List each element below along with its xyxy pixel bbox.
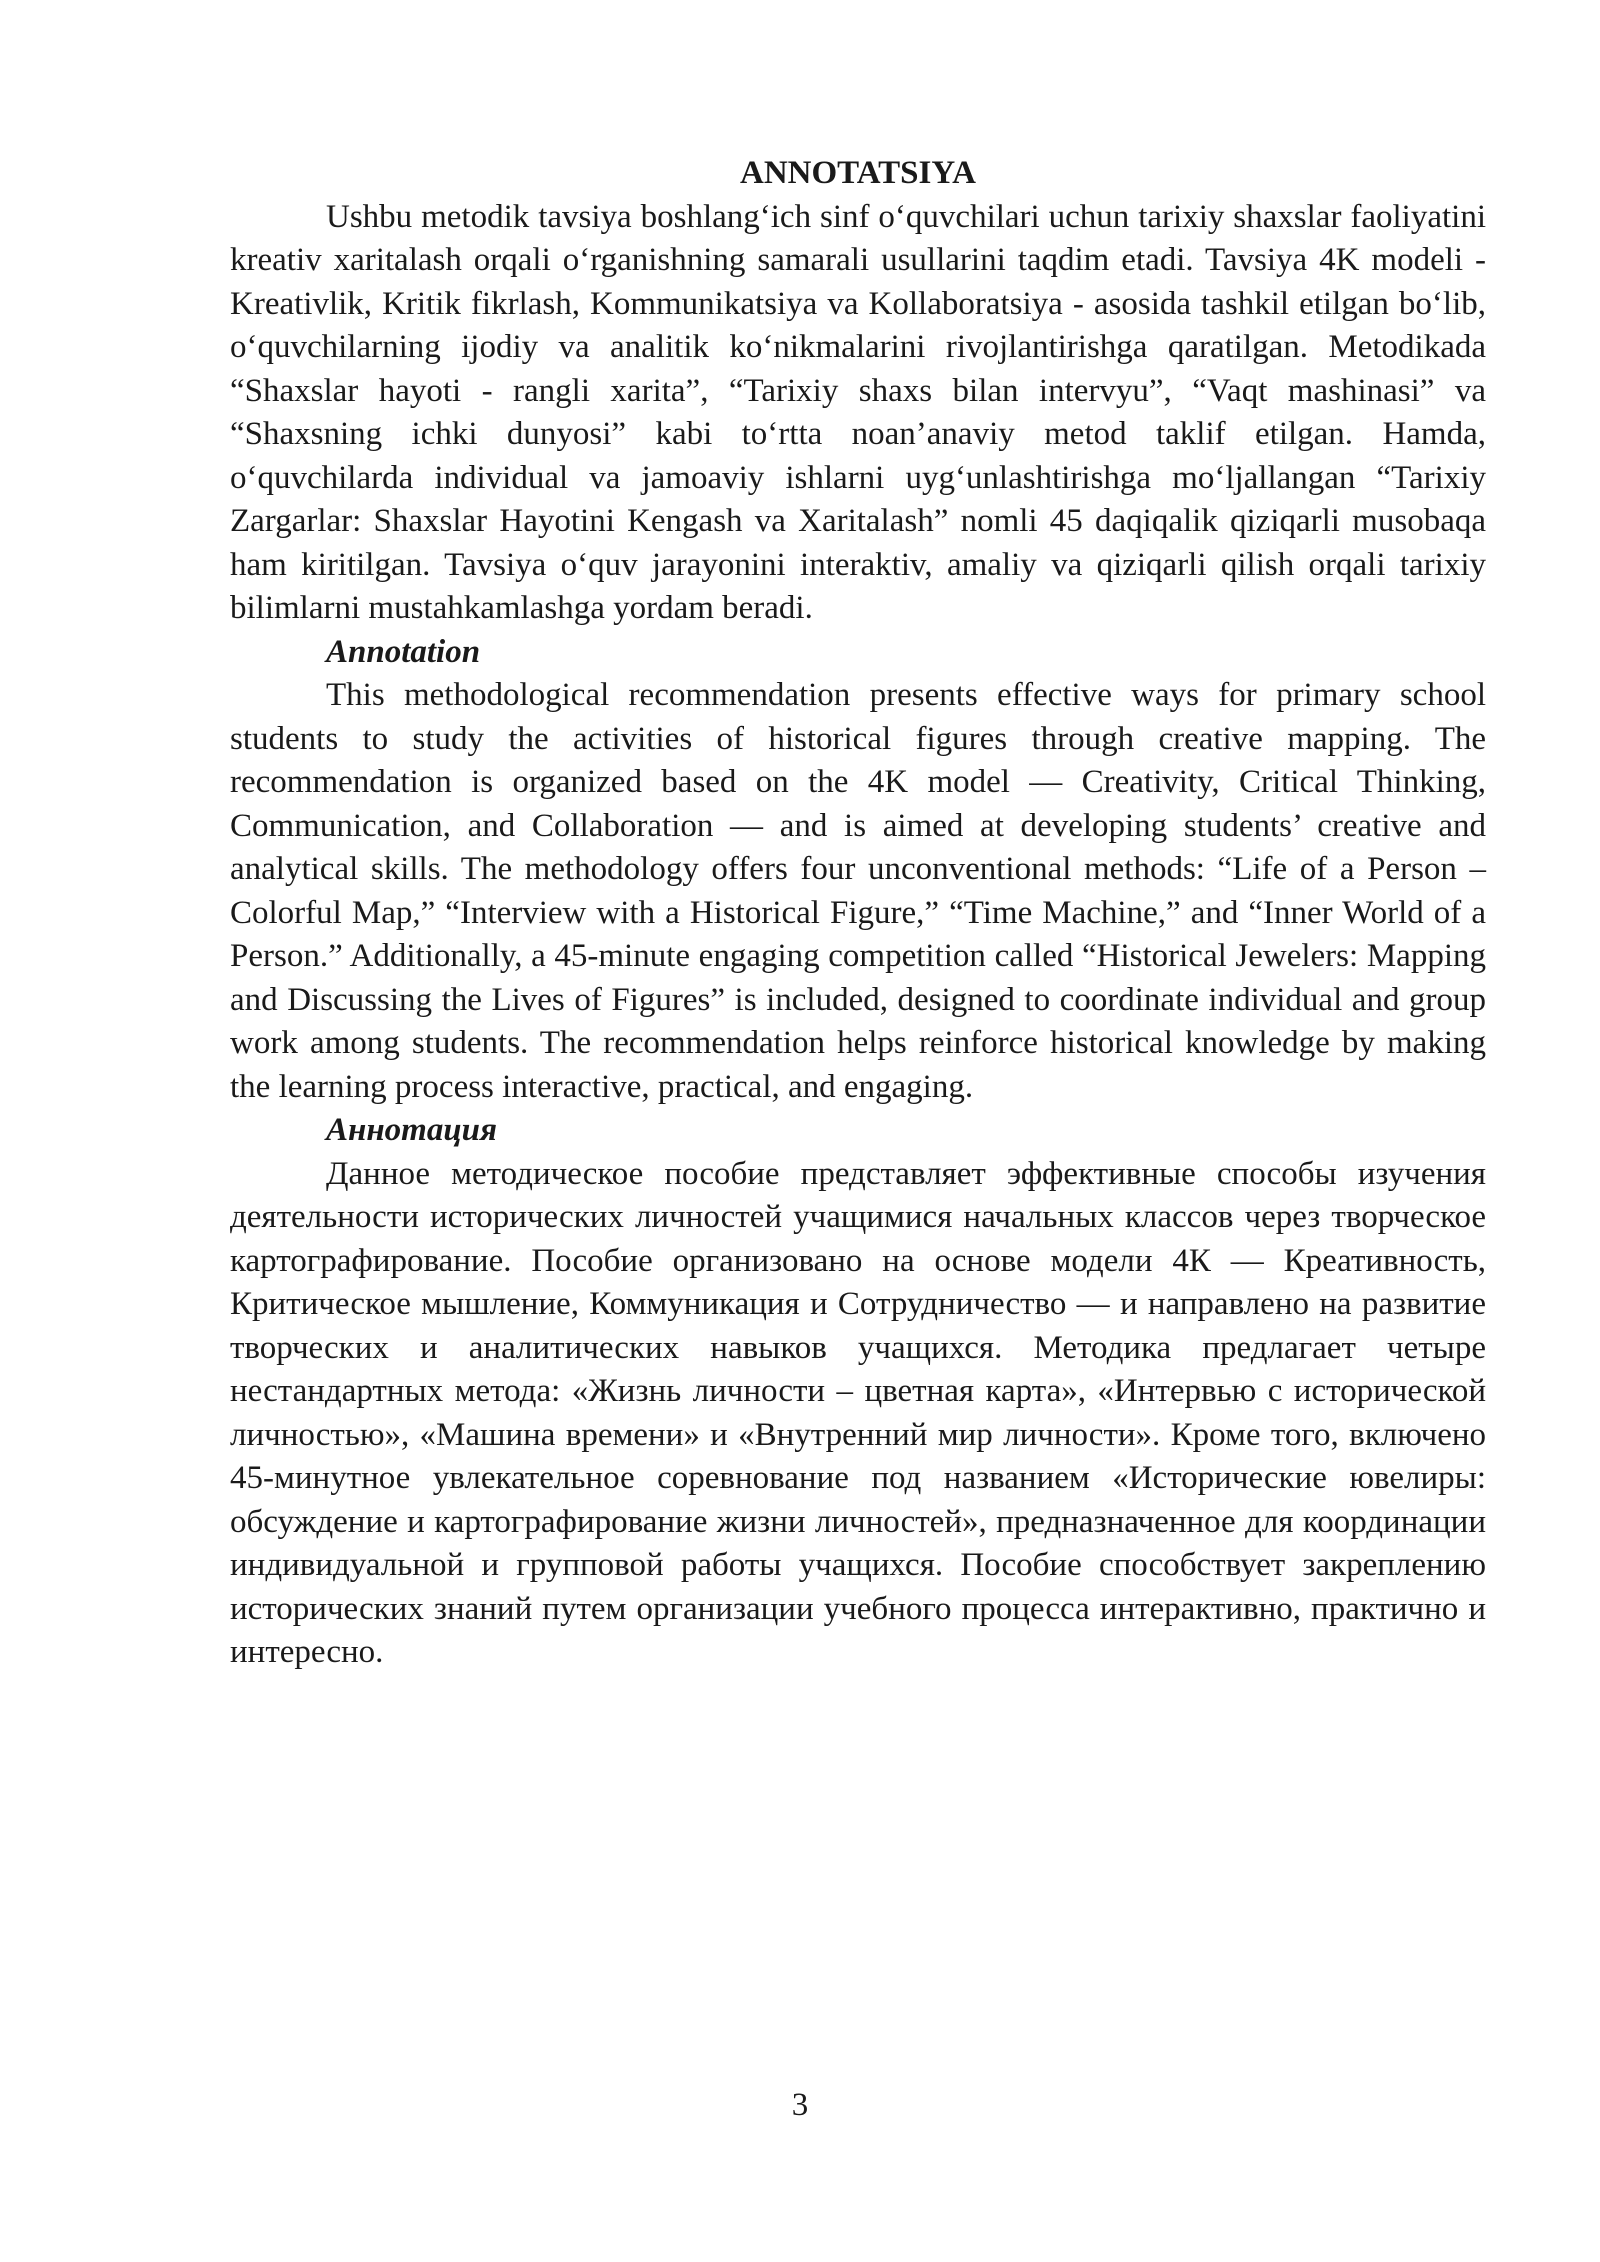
english-annotation-paragraph: This methodological recommendation presents effective ways for primary school students to study the activities of historical figures through creative mapping. The recommendation is organized based on the 4K model — Creativity, Critical Thinking, Communication, and Collaboration — and is aimed at developing students’ creative and analytical skills. The methodology offers four unconventional methods: “Life of a Person – Colorful Map,” “Interview with a Historical Figure,” “Time Machine,” and “Inner World of a Person.” Additionally, a 45-minute engaging competition called “Historical Jewelers: Mapping and Discussing the Lives of Figures” is included, designed to coordinate individual and group work among students. The recommendation helps reinforce historical knowledge by making the learning process interactive, practical, and engaging. (230, 677, 1486, 1105)
english-annotation-heading: Annotation (326, 633, 481, 670)
russian-annotation-paragraph: Данное методическое пособие представляет эффективные способы изучения деятельности исторических личностей учащимися начальных классов через творческое картографирование. Пособие организовано на основе модели 4К — Креативность, Критическое мышление, Коммуникация и Сотрудничество — и направлено на развитие творческих и аналитических навыков учащихся. Методика предлагает четыре нестандартных метода: «Жизнь личности – цветная карта», «Интервью с исторической личностью», «Машина времени» и «Внутренний мир личности». Кроме того, включено 45-минутное увлекательное соревнование под названием «Исторические ювелиры: обсуждение и картографирование жизни личностей», предназначенное для координации индивидуальной и групповой работы учащихся. Пособие способствует закреплению исторических знаний путем организации учебного процесса интерактивно, практично и интересно. (230, 1155, 1486, 1670)
page-title: ANNOTATSIYA (740, 155, 976, 191)
russian-annotation-heading: Аннотация (326, 1112, 498, 1148)
page-content (230, 152, 1486, 1675)
page-number: 3 (791, 2087, 809, 2123)
uzbek-annotation-paragraph: Ushbu metodik tavsiya boshlang‘ich sinf o‘quvchilari uchun tarixiy shaxslar faoliyatini kreativ xaritalash orqali o‘rganishning samarali usullarini taqdim etadi. Tavsiya 4K modeli - Kreativlik, Kritik fikrlash, Kommunikatsiya va Kollaboratsiya - asosida tashkil etilgan bo‘lib, o‘quvchilarning ijodiy va analitik ko‘nikmalarini rivojlantirishga qaratilgan. Metodikada “Shaxslar hayoti - rangli xarita”, “Tarixiy shaxs bilan intervyu”, “Vaqt mashinasi” va “Shaxsning ichki dunyosi” kabi to‘rtta noan’anaviy metod taklif etilgan. Hamda, o‘quvchilarda individual va jamoaviy ishlarni uyg‘unlashtirishga mo‘ljallangan “Tarixiy Zargarlar: Shaxslar Hayotini Kengash va Xaritalash” nomli 45 daqiqalik qiziqarli musobaqa ham kiritilgan. Tavsiya o‘quv jarayonini interaktiv, amaliy va qiziqarli qilish orqali tarixiy bilimlarni mustahkamlashga yordam beradi. (230, 198, 1486, 626)
